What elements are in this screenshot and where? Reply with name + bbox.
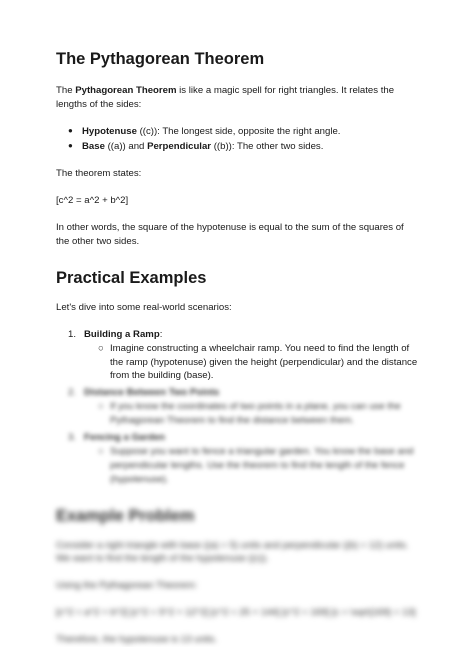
example-item-distance [68,386,418,428]
item-number: 3. [68,432,77,444]
base-mid: ((a)) and [104,140,148,152]
example-conclusion: Therefore, the hypotenuse is 13 units. [56,634,218,646]
item-colon: : [159,328,163,340]
practical-intro: Let's dive into some real-world scenarios: [56,301,232,313]
example-item-garden [68,431,418,487]
sub-item-text: Imagine constructing a wheelchair ramp. You need to find the length of the ramp (hypotenuse) given the height (perpendicular) and the distance from the building (base). [110,342,418,382]
intro-post: is like a magic spell for right triangles. It relates the lengths of the sides: [56,84,395,110]
intro-paragraph [56,84,418,112]
term-base: Base [82,140,105,152]
hypotenuse-desc: ((c)): The longest side, opposite the right angle. [136,125,341,137]
circle-bullet-icon: ○ [98,401,104,413]
bullet-icon: ● [68,125,73,135]
term-perpendicular: Perpendicular [147,140,212,152]
item-sublist [84,400,418,428]
sub-item-text: If you know the coordinates of two points in a plane, you can use the Pythagorean Theorem to find the distance between them. [110,401,401,427]
item-number: 2. [68,387,77,399]
circle-bullet-icon: ○ [98,342,104,354]
item-sublist [84,445,418,487]
practical-examples-heading: Practical Examples [56,269,207,288]
example-problem-section [56,507,418,647]
item-title: Fencing a Garden [84,432,166,444]
item-title: Building a Ramp [84,328,160,340]
circle-bullet-icon: ○ [98,446,104,457]
example-using-text: Using the Pythagorean Theorem: [56,580,198,592]
example-problem-text: Consider a right triangle with base ((a) = 5) units and perpendicular ((b) = 12) units. We want to find the length of the hypotenuse ((c)). [56,539,409,565]
perpendicular-desc: ((b)): The other two sides. [211,140,324,152]
sub-item [98,400,418,428]
theorem-label: The theorem states: [56,168,142,180]
list-item-hypotenuse [68,125,418,139]
examples-list [56,328,418,487]
example-problem-heading: Example Problem [56,506,195,525]
list-item-base-perpendicular [68,140,418,154]
intro-bold-term: Pythagorean Theorem [75,84,177,96]
page-title: The Pythagorean Theorem [56,50,265,68]
intro-pre: The [56,84,76,96]
item-title: Distance Between Two Points [84,387,220,399]
example-item-ramp [68,328,418,384]
item-number: 1. [68,328,77,340]
sub-item [98,342,418,384]
bullet-icon: ● [68,140,73,150]
term-hypotenuse: Hypotenuse [82,125,137,137]
explanation-paragraph: In other words, the square of the hypotenuse is equal to the sum of the squares of the other two sides. [56,222,404,248]
sub-item-text: Suppose you want to fence a triangular garden. You know the base and perpendicular lengths. Use the theorem to find the length of the fence (hypotenuse). [110,446,414,485]
sub-item [98,445,418,487]
example-calculation: [c^2 = a^2 + b^2] [c^2 = 5^2 + 12^2] [c^2 = 25 + 144] [c^2 = 169] [c = \sqrt{169} = 13] [56,607,416,619]
theorem-formula: [c^2 = a^2 + b^2] [56,195,129,207]
sides-list [56,125,418,154]
item-sublist [84,342,418,384]
